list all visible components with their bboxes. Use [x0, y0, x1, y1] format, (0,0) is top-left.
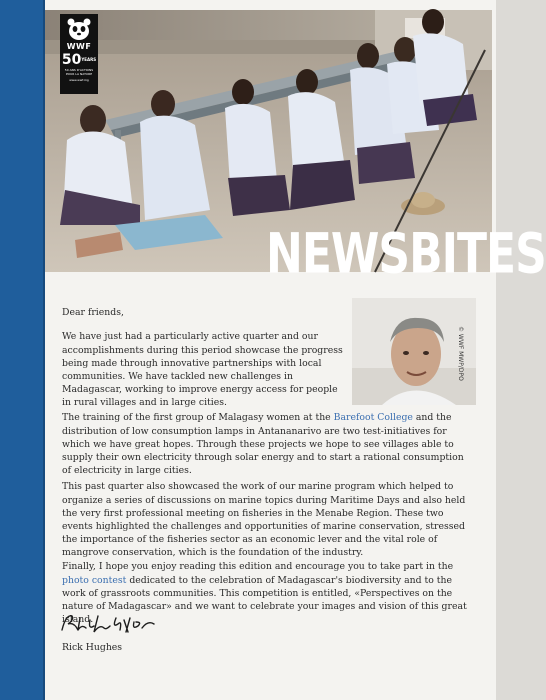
p4-text-end: dedicated to the celebration of Madagascar's biodiversity and to the work of grassroots communities. This competition is entitled, «Perspectives on the nature of Madagascar» and we want to celebrate your images and vision of this great island.	[62, 574, 467, 626]
photo-credit: © WWF MWP/DPO	[457, 326, 464, 381]
p2-text-start: The training of the first group of Malagasy women at the	[62, 412, 334, 424]
logo-brand: WWF	[66, 42, 92, 51]
letter-paragraph-2	[62, 411, 472, 477]
wwf-logo	[60, 14, 98, 94]
logo-site: www.wwf.mg	[69, 78, 89, 82]
logo-years	[60, 53, 98, 67]
letter-greeting: Dear friends,	[62, 307, 124, 319]
logo-years-small: YEARS	[81, 57, 97, 62]
side-color-bar	[0, 0, 43, 700]
letter-paragraph-3: This past quarter also showcased the work of our marine program which helped to organize a series of discussions on marine topics during Maritime Days and also held the very first professional meeting on fisheries in the Menabe Region. These two events highlighted the challenges and opportunities of marine conservation, stressed the importance of the fisheries sector as an economic lever and the vital role of mangrove conservation, which is the foundation of the industry.	[62, 481, 466, 559]
p4-text-start: Finally, I hope you enjoy reading this edition and encourage you to take part in the	[62, 561, 454, 573]
section-title: NEWSBITES	[266, 222, 546, 287]
logo-years-number: 50	[61, 52, 82, 68]
p2-text-end: and the distribution of low consumption lamps in Antananarivo are two test-initiatives for which we have great hopes. Through these projects we hope to see villages able to supply their own electricity through solar energy and to start a rational consumption of electricity in large cities.	[62, 412, 464, 477]
photo-contest-link[interactable]: photo contest	[62, 574, 127, 586]
logo-tagline: 50 ANS D'ACTIONS POUR LA NATURE	[64, 68, 94, 76]
barefoot-college-link[interactable]: Barefoot College	[333, 412, 413, 424]
signer-name: Rick Hughes	[62, 642, 123, 653]
panda-icon	[66, 17, 92, 41]
letter-paragraph-1: We have just had a particularly active quarter and our accomplishments during this period showcase the progress being made through innovative partnerships with local communities. We have tackled new challenges in Madagascar, working to improve energy access for people in rural villages and in large cities.	[62, 331, 343, 409]
signature	[58, 610, 158, 636]
